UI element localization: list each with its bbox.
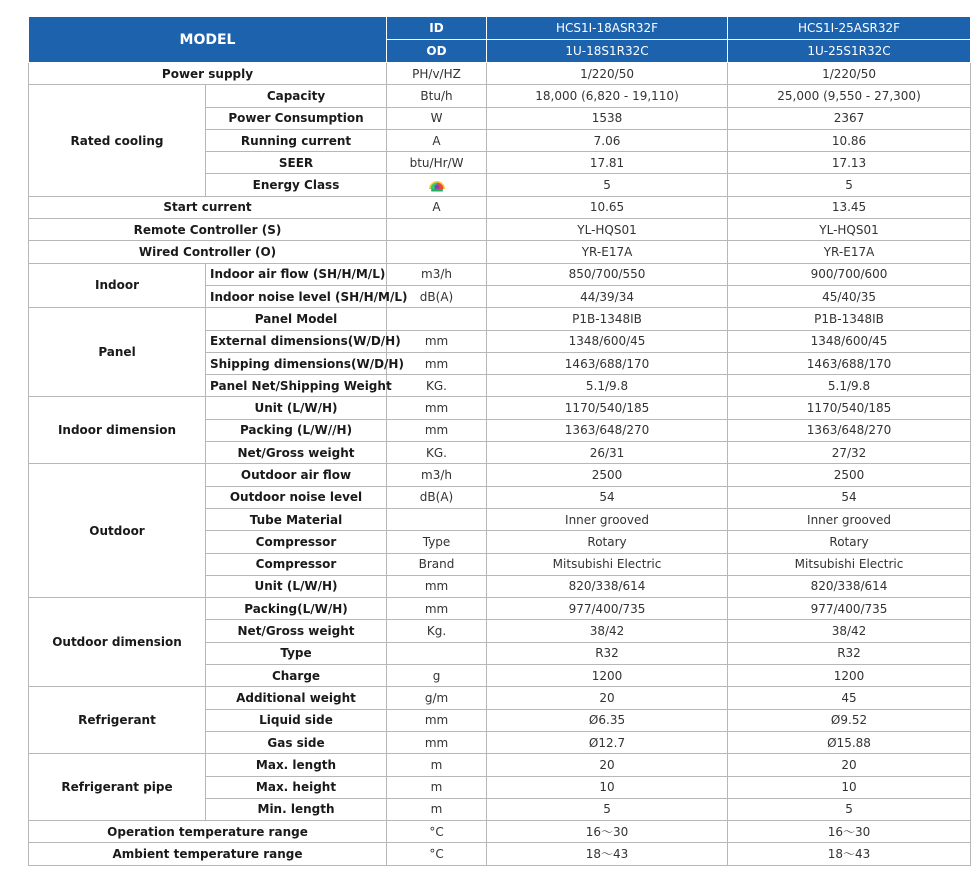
value-model-2: Mitsubishi Electric: [728, 553, 971, 575]
unit-label: mm: [387, 330, 487, 352]
unit-label: [387, 508, 487, 530]
value-model-2: 1363/648/270: [728, 419, 971, 441]
model-header: MODEL: [29, 17, 387, 63]
value-model-2: 1/220/50: [728, 63, 971, 85]
unit-label: m3/h: [387, 263, 487, 285]
id-value-2: HCS1I-25ASR32F: [728, 17, 971, 40]
unit-label: [387, 308, 487, 330]
table-row: [29, 843, 971, 865]
parameter-label: Max. height: [206, 776, 387, 798]
group-label: Refrigerant pipe: [29, 754, 206, 821]
value-model-1: 10.65: [487, 196, 728, 218]
parameter-label: Outdoor noise level: [206, 486, 387, 508]
parameter-label: Compressor: [206, 531, 387, 553]
value-model-2: 5: [728, 798, 971, 820]
parameter-label: Liquid side: [206, 709, 387, 731]
value-model-1: Rotary: [487, 531, 728, 553]
value-model-2: Ø9.52: [728, 709, 971, 731]
parameter-label: Panel Net/Shipping Weight: [206, 375, 387, 397]
unit-label: m: [387, 776, 487, 798]
unit-label: Btu/h: [387, 85, 487, 107]
value-model-1: 5: [487, 798, 728, 820]
value-model-2: 27/32: [728, 442, 971, 464]
value-model-2: YR-E17A: [728, 241, 971, 263]
unit-label: m: [387, 798, 487, 820]
parameter-label: Min. length: [206, 798, 387, 820]
value-model-1: R32: [487, 642, 728, 664]
unit-label: dB(A): [387, 486, 487, 508]
value-model-1: 1170/540/185: [487, 397, 728, 419]
spec-sheet: [28, 16, 970, 866]
unit-label: [387, 241, 487, 263]
parameter-label: Packing(L/W/H): [206, 598, 387, 620]
parameter-label: Tube Material: [206, 508, 387, 530]
value-model-1: 18～43: [487, 843, 728, 865]
value-model-1: 1348/600/45: [487, 330, 728, 352]
parameter-label: Capacity: [206, 85, 387, 107]
id-header: ID: [387, 17, 487, 40]
parameter-label: Max. length: [206, 754, 387, 776]
unit-label: mm: [387, 575, 487, 597]
parameter-label: Energy Class: [206, 174, 387, 196]
value-model-2: Ø15.88: [728, 731, 971, 753]
parameter-label: Type: [206, 642, 387, 664]
parameter-label: SEER: [206, 152, 387, 174]
value-model-1: 18,000 (6,820 - 19,110): [487, 85, 728, 107]
parameter-label: Compressor: [206, 553, 387, 575]
group-label: Ambient temperature range: [29, 843, 387, 865]
table-row: [29, 85, 971, 107]
parameter-label: Packing (L/W//H): [206, 419, 387, 441]
id-value-1: HCS1I-18ASR32F: [487, 17, 728, 40]
unit-label: [387, 219, 487, 241]
parameter-label: Running current: [206, 129, 387, 151]
value-model-2: 38/42: [728, 620, 971, 642]
value-model-2: 1170/540/185: [728, 397, 971, 419]
unit-label: m3/h: [387, 464, 487, 486]
value-model-2: 13.45: [728, 196, 971, 218]
value-model-1: 54: [487, 486, 728, 508]
parameter-label: Indoor noise level (SH/H/M/L): [206, 285, 387, 307]
parameter-label: Net/Gross weight: [206, 442, 387, 464]
unit-label: dB(A): [387, 285, 487, 307]
value-model-1: 1/220/50: [487, 63, 728, 85]
parameter-label: Outdoor air flow: [206, 464, 387, 486]
group-label: Panel: [29, 308, 206, 397]
unit-label: A: [387, 196, 487, 218]
value-model-2: 2500: [728, 464, 971, 486]
group-label: Outdoor dimension: [29, 598, 206, 687]
value-model-2: 17.13: [728, 152, 971, 174]
group-label: Refrigerant: [29, 687, 206, 754]
group-label: Rated cooling: [29, 85, 206, 196]
group-label: Wired Controller (O): [29, 241, 387, 263]
unit-label: KG.: [387, 375, 487, 397]
table-row: [29, 397, 971, 419]
value-model-1: 10: [487, 776, 728, 798]
group-label: Remote Controller (S): [29, 219, 387, 241]
unit-label: Type: [387, 531, 487, 553]
value-model-1: 26/31: [487, 442, 728, 464]
energy-label-icon: [428, 178, 446, 192]
value-model-2: Inner grooved: [728, 508, 971, 530]
value-model-2: R32: [728, 642, 971, 664]
table-row: [29, 308, 971, 330]
parameter-label: Unit (L/W/H): [206, 397, 387, 419]
parameter-label: Panel Model: [206, 308, 387, 330]
value-model-2: 18～43: [728, 843, 971, 865]
parameter-label: Gas side: [206, 731, 387, 753]
unit-label: °C: [387, 843, 487, 865]
unit-label: g/m: [387, 687, 487, 709]
value-model-2: 900/700/600: [728, 263, 971, 285]
table-row: [29, 464, 971, 486]
value-model-1: 1200: [487, 665, 728, 687]
value-model-2: 45/40/35: [728, 285, 971, 307]
table-row: [29, 754, 971, 776]
parameter-label: Shipping dimensions(W/D/H): [206, 352, 387, 374]
unit-label: KG.: [387, 442, 487, 464]
od-value-2: 1U-25S1R32C: [728, 40, 971, 63]
value-model-1: 2500: [487, 464, 728, 486]
value-model-1: 5: [487, 174, 728, 196]
value-model-2: 977/400/735: [728, 598, 971, 620]
group-label: Start current: [29, 196, 387, 218]
value-model-2: 1200: [728, 665, 971, 687]
value-model-2: 16～30: [728, 821, 971, 843]
value-model-2: P1B-1348IB: [728, 308, 971, 330]
group-label: Indoor: [29, 263, 206, 308]
table-row: [29, 196, 971, 218]
unit-label: PH/v/HZ: [387, 63, 487, 85]
value-model-1: 20: [487, 687, 728, 709]
value-model-2: 5: [728, 174, 971, 196]
unit-label: mm: [387, 709, 487, 731]
value-model-1: 38/42: [487, 620, 728, 642]
value-model-1: 1463/688/170: [487, 352, 728, 374]
value-model-2: 10: [728, 776, 971, 798]
unit-label: btu/Hr/W: [387, 152, 487, 174]
value-model-2: 25,000 (9,550 - 27,300): [728, 85, 971, 107]
group-label: Outdoor: [29, 464, 206, 598]
header-row-id: [29, 17, 971, 40]
value-model-1: YL-HQS01: [487, 219, 728, 241]
parameter-label: External dimensions(W/D/H): [206, 330, 387, 352]
value-model-2: 1348/600/45: [728, 330, 971, 352]
table-row: [29, 821, 971, 843]
unit-label: mm: [387, 598, 487, 620]
value-model-1: 7.06: [487, 129, 728, 151]
table-row: [29, 219, 971, 241]
value-model-2: 54: [728, 486, 971, 508]
value-model-2: 820/338/614: [728, 575, 971, 597]
unit-label: [387, 174, 487, 196]
od-value-1: 1U-18S1R32C: [487, 40, 728, 63]
value-model-1: 820/338/614: [487, 575, 728, 597]
value-model-2: Rotary: [728, 531, 971, 553]
unit-label: Brand: [387, 553, 487, 575]
table-row: [29, 241, 971, 263]
unit-label: W: [387, 107, 487, 129]
group-label: Power supply: [29, 63, 387, 85]
parameter-label: Power Consumption: [206, 107, 387, 129]
value-model-1: P1B-1348IB: [487, 308, 728, 330]
table-row: [29, 263, 971, 285]
group-label: Indoor dimension: [29, 397, 206, 464]
value-model-2: 2367: [728, 107, 971, 129]
value-model-1: 1538: [487, 107, 728, 129]
value-model-1: 850/700/550: [487, 263, 728, 285]
parameter-label: Indoor air flow (SH/H/M/L): [206, 263, 387, 285]
value-model-1: Mitsubishi Electric: [487, 553, 728, 575]
group-label: Operation temperature range: [29, 821, 387, 843]
value-model-1: 16～30: [487, 821, 728, 843]
parameter-label: Unit (L/W/H): [206, 575, 387, 597]
value-model-1: Inner grooved: [487, 508, 728, 530]
value-model-2: 45: [728, 687, 971, 709]
spec-table: [28, 16, 971, 866]
value-model-1: 20: [487, 754, 728, 776]
value-model-2: 1463/688/170: [728, 352, 971, 374]
unit-label: mm: [387, 397, 487, 419]
parameter-label: Additional weight: [206, 687, 387, 709]
unit-label: m: [387, 754, 487, 776]
unit-label: °C: [387, 821, 487, 843]
unit-label: mm: [387, 419, 487, 441]
parameter-label: Net/Gross weight: [206, 620, 387, 642]
value-model-2: YL-HQS01: [728, 219, 971, 241]
value-model-1: 5.1/9.8: [487, 375, 728, 397]
value-model-1: Ø12.7: [487, 731, 728, 753]
value-model-1: Ø6.35: [487, 709, 728, 731]
unit-label: [387, 642, 487, 664]
od-header: OD: [387, 40, 487, 63]
unit-label: mm: [387, 352, 487, 374]
value-model-1: YR-E17A: [487, 241, 728, 263]
table-row: [29, 687, 971, 709]
unit-label: Kg.: [387, 620, 487, 642]
unit-label: A: [387, 129, 487, 151]
parameter-label: Charge: [206, 665, 387, 687]
value-model-1: 1363/648/270: [487, 419, 728, 441]
table-row: [29, 63, 971, 85]
unit-label: g: [387, 665, 487, 687]
value-model-1: 44/39/34: [487, 285, 728, 307]
value-model-2: 20: [728, 754, 971, 776]
value-model-1: 977/400/735: [487, 598, 728, 620]
table-row: [29, 598, 971, 620]
unit-label: mm: [387, 731, 487, 753]
value-model-2: 10.86: [728, 129, 971, 151]
value-model-2: 5.1/9.8: [728, 375, 971, 397]
value-model-1: 17.81: [487, 152, 728, 174]
